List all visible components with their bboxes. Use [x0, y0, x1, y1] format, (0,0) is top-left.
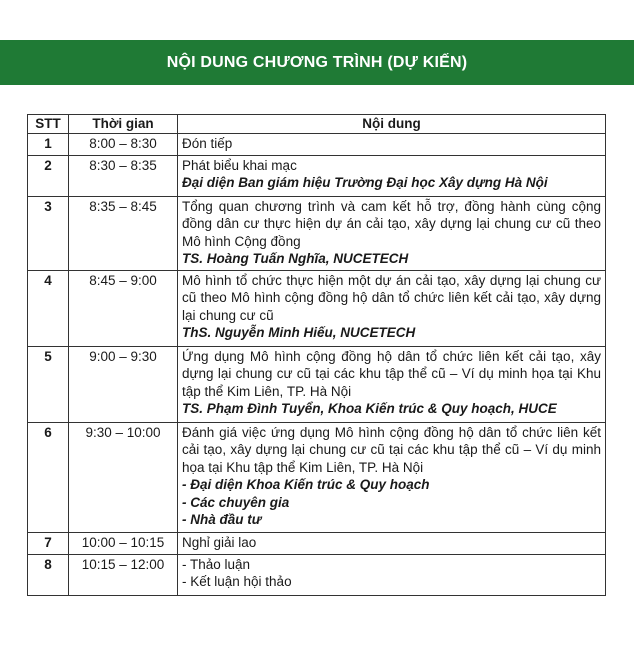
header-content: Nội dung [178, 115, 606, 134]
row-stt: 5 [28, 346, 69, 422]
table-header-row [28, 115, 606, 134]
bullet-item: - Kết luận hội thảo [182, 574, 292, 589]
row-content [178, 270, 606, 346]
content-line: Ứng dụng Mô hình cộng đồng hộ dân tổ chức liên kết cải tạo, xây dựng lại chung cư cũ tại các khu tập thể cũ – Ví dụ minh họa tại Khu tập thể Kim Liên, TP. Hà Nội [182, 348, 601, 399]
row-time: 10:15 – 12:00 [69, 554, 178, 595]
row-time: 8:35 – 8:45 [69, 196, 178, 270]
row-content [178, 155, 606, 196]
content-line: Phát biểu khai mạc [182, 157, 297, 173]
row-content [178, 422, 606, 532]
row-content [178, 532, 606, 554]
row-stt: 7 [28, 532, 69, 554]
header-stt: STT [28, 115, 69, 134]
row-time: 8:00 – 8:30 [69, 134, 178, 156]
row-time: 9:00 – 9:30 [69, 346, 178, 422]
row-stt: 4 [28, 270, 69, 346]
bullet-item: - Các chuyên gia [182, 494, 290, 510]
table-row [28, 270, 606, 346]
bullet-item: - Thảo luận [182, 556, 251, 572]
speaker: Đại diện Ban giám hiệu Trường Đại học Xây dựng Hà Nội [182, 175, 548, 190]
row-content [178, 134, 606, 156]
row-time: 8:45 – 9:00 [69, 270, 178, 346]
table-row [28, 346, 606, 422]
speaker: TS. Phạm Đình Tuyển, Khoa Kiến trúc & Quy hoạch, HUCE [182, 401, 557, 416]
content-line: Mô hình tổ chức thực hiện một dự án cải tạo, xây dựng lại chung cư cũ theo Mô hình cộng đồng hộ dân tổ chức liên kết cải tạo, xây dựng lại chung cư cũ [182, 272, 601, 323]
content-line: Nghỉ giải lao [182, 534, 257, 550]
table-row [28, 532, 606, 554]
row-content [178, 196, 606, 270]
bullet-item: - Đại diện Khoa Kiến trúc & Quy hoạch [182, 477, 430, 492]
content-line: Đón tiếp [182, 136, 233, 151]
row-stt: 8 [28, 554, 69, 595]
page-title: NỘI DUNG CHƯƠNG TRÌNH (DỰ KIẾN) [166, 53, 468, 71]
content-line: Tổng quan chương trình và cam kết hỗ trợ, đồng hành cùng cộng đồng dân cư thực hiện dự án cải tạo, xây dựng lại chung cư cũ theo Mô hình Cộng đồng [182, 198, 601, 249]
bullet-item: - Nhà đầu tư [182, 512, 262, 527]
row-stt: 6 [28, 422, 69, 532]
table-row [28, 422, 606, 532]
row-stt: 2 [28, 155, 69, 196]
row-stt: 3 [28, 196, 69, 270]
row-content [178, 554, 606, 595]
table-row [28, 155, 606, 196]
row-time: 8:30 – 8:35 [69, 155, 178, 196]
speaker: ThS. Nguyễn Minh Hiếu, NUCETECH [182, 325, 416, 340]
table-row [28, 554, 606, 595]
title-banner [0, 40, 634, 85]
speaker: TS. Hoàng Tuấn Nghĩa, NUCETECH [182, 251, 409, 266]
table-row [28, 196, 606, 270]
row-stt: 1 [28, 134, 69, 156]
row-time: 10:00 – 10:15 [69, 532, 178, 554]
row-time: 9:30 – 10:00 [69, 422, 178, 532]
header-time: Thời gian [69, 115, 178, 134]
table-row [28, 134, 606, 156]
agenda-table [27, 114, 606, 596]
content-line: Đánh giá việc ứng dụng Mô hình cộng đồng hộ dân tổ chức liên kết cải tạo, xây dựng lại chung cư cũ tại các khu tập thể cũ – Ví dụ minh họa tại Khu tập thể Kim Liên, TP. Hà Nội [182, 424, 601, 475]
row-content [178, 346, 606, 422]
